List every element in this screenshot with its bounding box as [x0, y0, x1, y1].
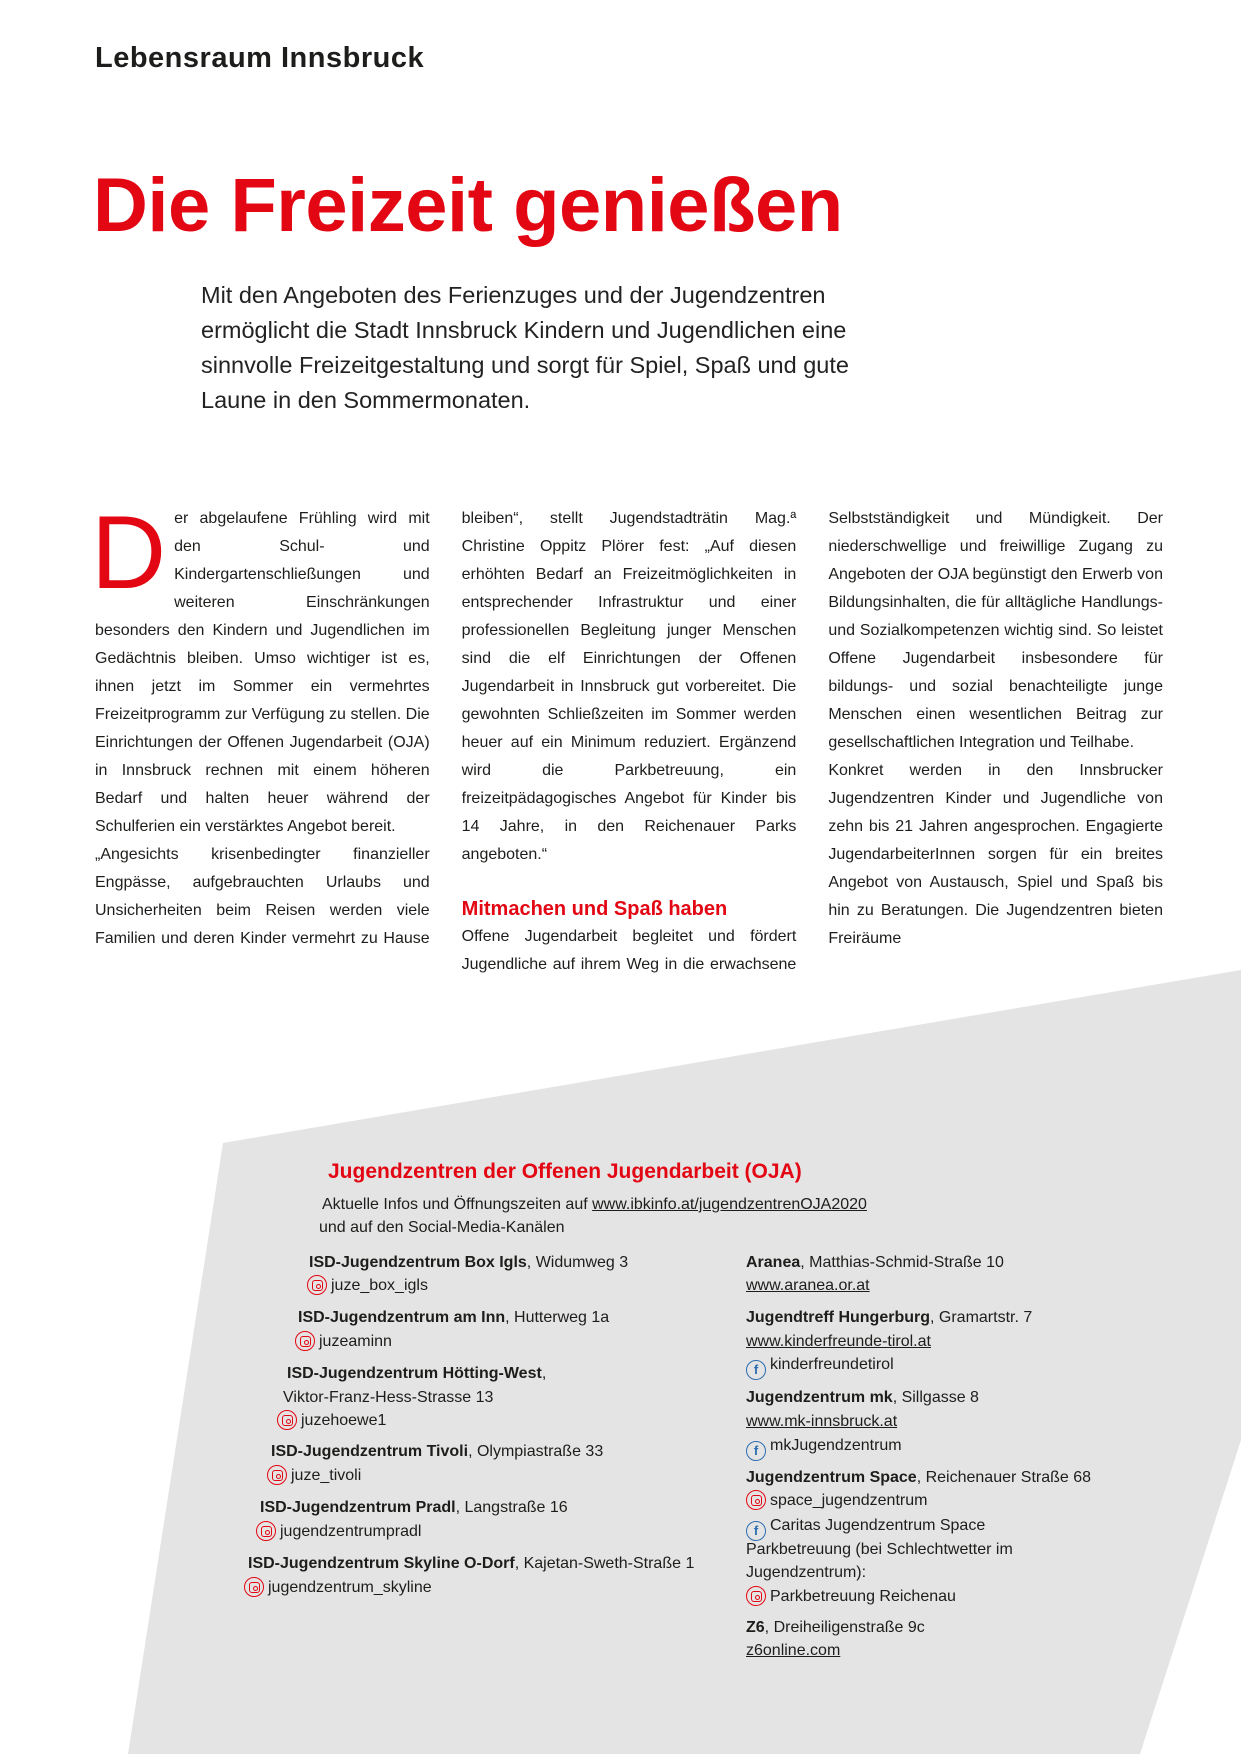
instagram-icon — [746, 1586, 766, 1606]
instagram-icon — [267, 1465, 287, 1485]
center-entry: ISD-Jugendzentrum Hötting-West, — [287, 1365, 547, 1382]
infobox-title: Jugendzentren der Offenen Jugendarbeit (OJA) — [328, 1160, 802, 1183]
lead-paragraph: Mit den Angeboten des Ferienzuges und der Jugendzentren ermöglicht die Stadt Innsbruck Kindern und Jugendlichen eine sinnvolle Freizeitgestaltung und sorgt für Spiel, Spaß und gute Laune in den Sommermonaten. — [201, 282, 849, 413]
facebook-icon: f — [746, 1521, 766, 1541]
website-link[interactable]: www.kinderfreunde-tirol.at — [746, 1333, 931, 1350]
instagram-link[interactable]: space_jugendzentrum — [746, 1489, 927, 1513]
instagram-link[interactable]: Parkbetreuung Reichenau — [746, 1585, 956, 1609]
facebook-link[interactable]: f kinderfreundetirol — [746, 1353, 894, 1380]
center-entry: Aranea, Matthias-Schmid-Straße 10 — [746, 1254, 1004, 1271]
center-entry: ISD-Jugendzentrum Skyline O-Dorf, Kajetan-Sweth-Straße 1 — [248, 1555, 695, 1572]
facebook-link[interactable]: f Caritas Jugendzentrum Space — [746, 1514, 985, 1541]
facebook-icon: f — [746, 1441, 766, 1461]
paragraph-3: Offene Jugendarbeit begleitet und fördert Jugendliche auf ihrem Weg in die erwachsene Selbstständigkeit und Mündigkeit. Der niederschwellige und freiwillige Zugang zu Angeboten der OJA begünstigt den Erwerb von Bildungsinhalten, die für alltägliche Handlungs- und Sozialkompetenzen wichtig sind. So leistet Offene Jugendarbeit insbesondere für bildungs- und sozial benachteiligte junge Menschen einen wesentlichen Beitrag zur gesellschaftlichen Integration und Teilhabe. — [461, 510, 1163, 973]
center-entry: ISD-Jugendzentrum Box Igls, Widumweg 3 — [309, 1254, 629, 1271]
website-link[interactable]: www.aranea.or.at — [746, 1277, 870, 1294]
note-text: Jugendzentrum): — [746, 1564, 867, 1581]
subheading: Mitmachen und Spaß haben — [461, 898, 728, 920]
infobox-intro: Aktuelle Infos und Öffnungszeiten auf www.ibkinfo.at/jugendzentrenOJA2020 — [322, 1196, 867, 1213]
note-text: Parkbetreuung (bei Schlechtwetter im — [746, 1541, 1013, 1558]
instagram-icon — [746, 1490, 766, 1510]
instagram-link[interactable]: jugendzentrum_skyline — [244, 1576, 432, 1600]
page-title: Die Freizeit genießen — [93, 163, 843, 248]
paragraph-2: „Angesichts krisenbedingter finanzieller Engpässe, aufgebrauchten Urlaubs und Unsicherheiten beim Reisen werden viele Familien und deren Kinder vermehrt zu Hause bleiben“, stellt Jugendstadträtin Mag.ª Christine Oppitz Plörer fest: „Auf diesen erhöhten Bedarf an Freizeitmöglichkeiten in entsprechender Infrastruktur und einer professionellen Begleitung junger Menschen sind die elf Einrichtungen der Offenen Jugendarbeit in Innsbruck gut vorbereitet. Die gewohnten Schließzeiten im Sommer werden heuer auf ein Minimum reduziert. Ergänzend wird die Parkbetreuung, ein freizeitpädagogisches Angebot für Kinder bis 14 Jahre, in den Reichenauer Parks angeboten.“ — [95, 510, 797, 947]
instagram-link[interactable]: jugendzentrumpradl — [256, 1520, 421, 1544]
website-link[interactable]: www.mk-innsbruck.at — [746, 1413, 898, 1430]
facebook-link[interactable]: f mkJugendzentrum — [746, 1434, 902, 1461]
intro-link[interactable]: www.ibkinfo.at/jugendzentrenOJA2020 — [592, 1196, 867, 1213]
instagram-icon — [295, 1331, 315, 1351]
article-body — [91, 495, 1163, 979]
instagram-link[interactable]: juzeaminn — [295, 1330, 392, 1354]
center-entry: ISD-Jugendzentrum am Inn, Hutterweg 1a — [298, 1309, 610, 1326]
drop-cap: D — [91, 495, 167, 611]
infobox-intro-2: und auf den Social-Media-Kanälen — [319, 1219, 565, 1236]
instagram-icon — [307, 1275, 327, 1295]
center-entry: Jugendzentrum Space, Reichenauer Straße 68 — [746, 1469, 1092, 1486]
website-link[interactable]: z6online.com — [746, 1642, 841, 1659]
instagram-link[interactable]: juze_tivoli — [267, 1464, 361, 1488]
center-entry: Z6, Dreiheiligenstraße 9c — [746, 1619, 925, 1636]
instagram-link[interactable]: juze_box_igls — [307, 1274, 428, 1298]
instagram-icon — [256, 1521, 276, 1541]
facebook-icon: f — [746, 1360, 766, 1380]
instagram-icon — [244, 1577, 264, 1597]
section-label: Lebensraum Innsbruck — [95, 42, 425, 74]
center-entry: Jugendtreff Hungerburg, Gramartstr. 7 — [746, 1309, 1033, 1326]
paragraph-1: Der abgelaufene Frühling wird mit den Schul- und Kindergartenschließungen und weiteren Einschränkungen besonders den Kindern und Jugendlichen im Gedächtnis bleiben. Umso wichtiger ist es, ihnen jetzt im Sommer ein vermehrtes Freizeitprogramm zur Verfügung zu stellen. Die Einrichtungen der Offenen Jugendarbeit (OJA) in Innsbruck rechnen mit einem höheren Bedarf und halten heuer während der Schulferien ein verstärktes Angebot bereit. — [91, 495, 430, 835]
instagram-icon — [277, 1410, 297, 1430]
center-address: Viktor-Franz-Hess-Strasse 13 — [283, 1389, 494, 1406]
center-entry: Jugendzentrum mk, Sillgasse 8 — [746, 1389, 979, 1406]
paragraph-4: Konkret werden in den Innsbrucker Jugendzentren Kinder und Jugendliche von zehn bis 21 Jahren angesprochen. Engagierte JugendarbeiterInnen sorgen für ein breites Angebot von Austausch, Spiel und Spaß bis hin zu Beratungen. Die Jugendzentren bieten Freiräume — [828, 762, 1163, 947]
center-entry: ISD-Jugendzentrum Pradl, Langstraße 16 — [260, 1499, 568, 1516]
instagram-link[interactable]: juzehoewe1 — [277, 1409, 386, 1433]
center-entry: ISD-Jugendzentrum Tivoli, Olympiastraße 33 — [271, 1443, 604, 1460]
